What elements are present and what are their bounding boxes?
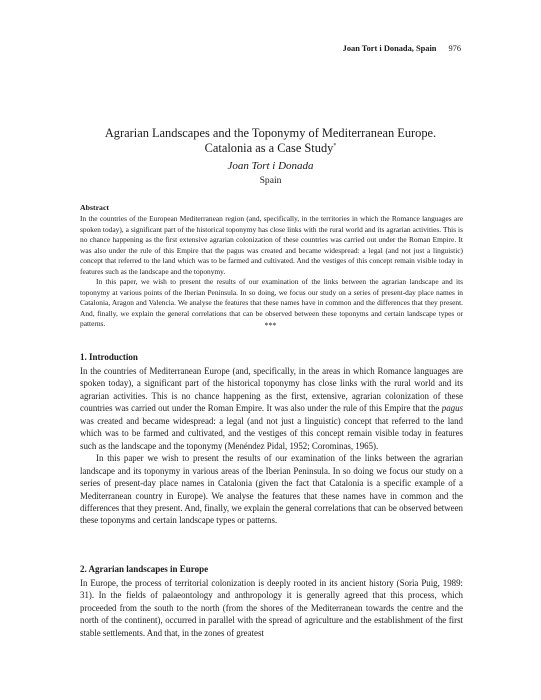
title-line-2: Catalonia as a Case Study bbox=[204, 141, 334, 155]
abstract-heading: Abstract bbox=[80, 203, 110, 212]
title-footnote-mark: * bbox=[333, 143, 337, 149]
section-1-heading: 1. Introduction bbox=[80, 352, 138, 362]
section-1-paragraph-1-emphasis: pagus bbox=[441, 403, 463, 414]
section-2-paragraph-1: In Europe, the process of territorial colonization is deeply rooted in its ancient history (Soria Puig, 1989: 31). In the fields of palaeontology and anthropology it is generally agreed that this process, which proceeded from the south to the north (from the shores of the Mediterranean towards the centre and the north of the continent), occurred in parallel with the spread of agriculture and the establishment of the first stable settlements. And that, in the zones of greatest bbox=[80, 578, 463, 638]
section-2-body bbox=[80, 577, 463, 639]
section-1-paragraph-2: In this paper we wish to present the results of our examination of the links between the agrarian landscape and its toponymy in various areas of the Iberian Peninsula. In so doing we focus our study on a series of present-day place names in Catalonia (given the fact that Catalonia is a specific example of a Mediterranean country in Europe). We analyse the features that these names have in common and the differences that they present. And, finally, we explain the general correlations that can be observed between these toponyms and certain landscape types or patterns. bbox=[80, 453, 463, 526]
abstract-paragraph-1: In the countries of the European Mediterranean region (and, specifically, in the territories in which the Romance languages are spoken today), a significant part of the historical toponymy has close links with the rural world and its agrarian activities. This is no chance happening as the first extensive agrarian colonization of these countries was carried out under the Roman Empire. It was also under the rule of this Empire that the pagus was created and became widespread: a legal (and not just a linguistic) concept that referred to the land which was to be farmed and cultivated. And the vestiges of this concept remain visible today in features such as the landscape and the toponymy. bbox=[80, 214, 463, 276]
section-1-paragraph-1-text-b: was created and became widespread: a legal (and not just a linguistic) concept that referred to the land which was to be farmed and cultivated, and the vestiges of this concept remain visible today in features such as the landscape and the toponymy (Menéndez Pidal, 1952; Corominas, 1965). bbox=[80, 415, 463, 451]
running-head-author: Joan Tort i Donada, Spain bbox=[342, 44, 437, 53]
section-1-paragraph-1 bbox=[80, 365, 463, 452]
section-2-heading: 2. Agrarian landscapes in Europe bbox=[80, 564, 209, 574]
section-1-body bbox=[80, 365, 463, 527]
author-name: Joan Tort i Donada bbox=[227, 160, 314, 172]
title-line-1: Agrarian Landscapes and the Toponymy of Mediterranean Europe. bbox=[104, 126, 437, 140]
abstract-body bbox=[80, 214, 463, 330]
section-separator: *** bbox=[264, 321, 277, 330]
running-head bbox=[343, 44, 461, 53]
author-country: Spain bbox=[259, 175, 282, 186]
paper-title bbox=[60, 126, 481, 156]
section-1-paragraph-1-text-a: In the countries of Mediterranean Europe (and, specifically, in the areas in which Romance languages are spoken today), a significant part of the historical toponymy has close links with the rural world and its agrarian activities. This is no chance happening as the first, extensive, agrarian colonization of these countries was carried out under the Roman Empire. It was also under the rule of this Empire that the bbox=[80, 366, 463, 414]
page-number: 976 bbox=[448, 44, 461, 53]
abstract-paragraph-2: In this paper, we wish to present the results of our examination of the links between the agrarian landscape and its toponymy at various points of the Iberian Peninsula. In so doing, we focus our study on a series of present-day place names in Catalonia, Aragon and Valencia. We analyse the features that these names have in common and the differences that they present. And, finally, we explain the general correlations that can be observed between these toponyms and certain landscape types or patterns. bbox=[80, 277, 463, 329]
